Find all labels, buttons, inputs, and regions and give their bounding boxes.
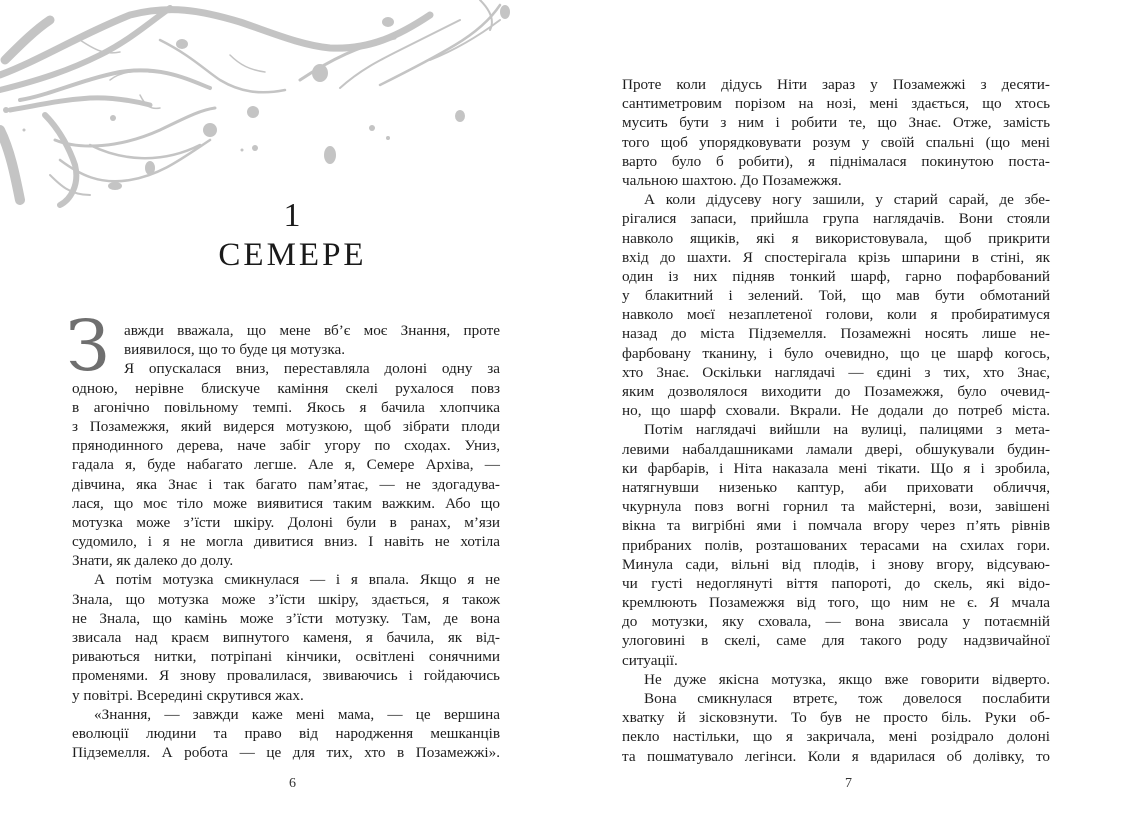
text-line: прянодинного дерева, наче забіг угору по сходах. Униз, — [72, 437, 500, 455]
text-line: того щоб упорядковувати розум у своїй спальні (що мені — [622, 133, 1050, 151]
text-line: ситуації. — [622, 651, 678, 669]
text-line: еволюції людини та право від народження мешканців — [72, 724, 500, 742]
text-line: Проте коли дідусь Ніти зараз у Позамежжі з десяти- — [622, 76, 1050, 93]
page-number-right: 7 — [845, 776, 852, 791]
text-line: Знати, як далеко до долу. — [72, 552, 234, 570]
chapter-number: 1 — [283, 197, 302, 234]
text-line: лася, що моє тіло може виявитися таким важким. Або що — [72, 494, 500, 512]
text-line: назад до міста Підземелля. Позамежні носять лише не- — [622, 325, 1050, 343]
text-line: авжди вважала, що мене вб’є моє Знання, проте — [124, 322, 500, 339]
text-line: у блакитний і зелений. Той, що мав бути обмотаний — [622, 287, 1050, 305]
text-line: виявилося, що то буде ця мотузка. — [124, 341, 346, 359]
text-line: звисала над краєм випнутого каменя, я бачила, як від- — [72, 629, 500, 646]
text-line: мотузка може з’їсти шкіру. Долоні були в ранах, м’язи — [72, 513, 500, 531]
text-line: променями. Я знову провалилася, звиваючись і гойдаючись — [72, 667, 500, 685]
text-line: з Позамежжя, який видерся мотузкою, щоб зібрати плоди — [72, 417, 500, 435]
chapter-title: СЕМЕРЕ — [218, 237, 367, 273]
text-line: вхід до шахти. Я спостерігала крізь шпарини в стіні, як — [622, 248, 1050, 266]
text-line: хватку й зісковзнути. То був не просто біль. Руки об- — [622, 709, 1050, 727]
right-page-body-text — [622, 75, 1050, 766]
text-line: пекло настільки, що я закричала, мені розідрало долоні — [622, 728, 1050, 746]
text-line: Потім наглядачі вийшли на вулиці, палицями з мета- — [644, 421, 1050, 439]
text-line: А потім мотузка смикнулася — і я впала. Якщо я не — [94, 571, 500, 589]
text-line: Вона смикнулася втретє, тож довелося послабити — [644, 690, 1050, 707]
text-line: ки фарбарів, і Ніта наказала мені тікати. Що я і зробила, — [622, 459, 1050, 477]
text-line: судомило, і я не могла дивитися вниз. І навіть не хотіла — [72, 533, 500, 551]
text-line: Підземелля. А робота — це для тих, хто в Позамежжі». — [72, 744, 500, 762]
text-line: хто Знає. Оскільки наглядачі — єдині з тих, хто Знає, — [622, 363, 1050, 381]
text-line: один із них підняв тонкий шарф, гарно пофарбований — [622, 267, 1050, 285]
text-line: но, що шарф сховали. Вкрали. Не додали до потреб міста. — [622, 402, 1050, 420]
text-line: фарбовану тканину, і було очевидно, що це шарф когось, — [622, 344, 1050, 362]
text-line: в агонічно повільному темпі. Якось я бачила хлопчика — [72, 398, 500, 416]
text-line: мусить бути з ним і робити те, що Знає. Отже, замість — [622, 114, 1050, 132]
text-line: одною, нерівне блискуче каміння скелі рухалося повз — [72, 379, 500, 397]
text-line: та пошматувало легінси. Коли я вдарилася об долівку, то — [622, 747, 1050, 765]
text-line: навколо ящиків, які я використовувала, щоб прикрити — [622, 229, 1050, 247]
text-line: «Знання, — завжди каже мені мама, — це вершина — [94, 705, 500, 723]
text-line: до мотузки, яку сховала, — вона звисала у потаємній — [622, 613, 1050, 631]
text-line: яким дозволялося виходити до Позамежжя, було очевид- — [622, 383, 1050, 400]
text-line: варто було б робити), я піднімалася покинутою поста- — [622, 152, 1050, 170]
text-line: прибраних полів, розташованих терасами на схилах гори. — [622, 536, 1050, 554]
text-line: чи густі недоглянуті віття папороті, до скель, які відо- — [622, 574, 1050, 592]
text-line: рігалися запаси, прийшла група наглядачів. Вони стояли — [622, 210, 1050, 228]
left-page-body-text — [66, 305, 500, 762]
text-line: у повітрі. Всередині скрутився жах. — [72, 686, 304, 704]
text-line: Знала, що мотузка може з’їсти шкіру, здається, я також — [72, 590, 500, 608]
right-page — [571, 0, 1142, 827]
drop-cap: З — [66, 305, 110, 387]
text-line: навколо моєї незаплетеної голови, коли я пробиратимуся — [622, 306, 1050, 324]
text-line: сантиметровим порізом на нозі, мені здається, що хтось — [622, 95, 1050, 113]
tree-branches-illustration — [0, 0, 560, 210]
text-line: не Знала, що камінь може з’їсти мотузку. Там, де вона — [72, 609, 500, 627]
text-line: дівчина, яка Знає і так багато пам’ятає, — не здогадува- — [72, 475, 500, 493]
text-line: чкурнула повз вогні горнил та майстерні, вози, завішені — [622, 498, 1050, 516]
text-line: гадала я, буде набагато легше. Але я, Семере Архіва, — — [72, 456, 500, 474]
text-line: А коли дідусеву ногу зашили, у старий сарай, де збе- — [644, 191, 1050, 209]
text-line: натягнувши низенько каптур, аби приховати обличчя, — [622, 478, 1050, 496]
text-line: риваються нитки, потріпані кінчики, освітлені сонячними — [72, 648, 500, 666]
text-line: вікна та вигрібні ями і помчала вгору через п’ять рівнів — [622, 517, 1050, 535]
text-line: Не дуже якісна мотузка, якщо вже говорити відверто. — [644, 670, 1050, 688]
text-line: Я опускалася вниз, переставляла долоні одну за — [124, 360, 500, 378]
text-line: чальною шахтою. До Позамежжя. — [622, 171, 842, 189]
text-line: левими набалдашниками ламали двері, обшукували будин- — [622, 440, 1050, 458]
text-line: улоговині в скелі, саме для такого роду надзвичайної — [622, 632, 1050, 650]
text-line: кремлюють Позамежжя від того, що ним не є. Я мчала — [622, 594, 1050, 612]
text-line: Минула сади, вільні від плодів, і знову вгору, відсуваю- — [622, 555, 1050, 573]
page-number-left: 6 — [289, 776, 296, 791]
